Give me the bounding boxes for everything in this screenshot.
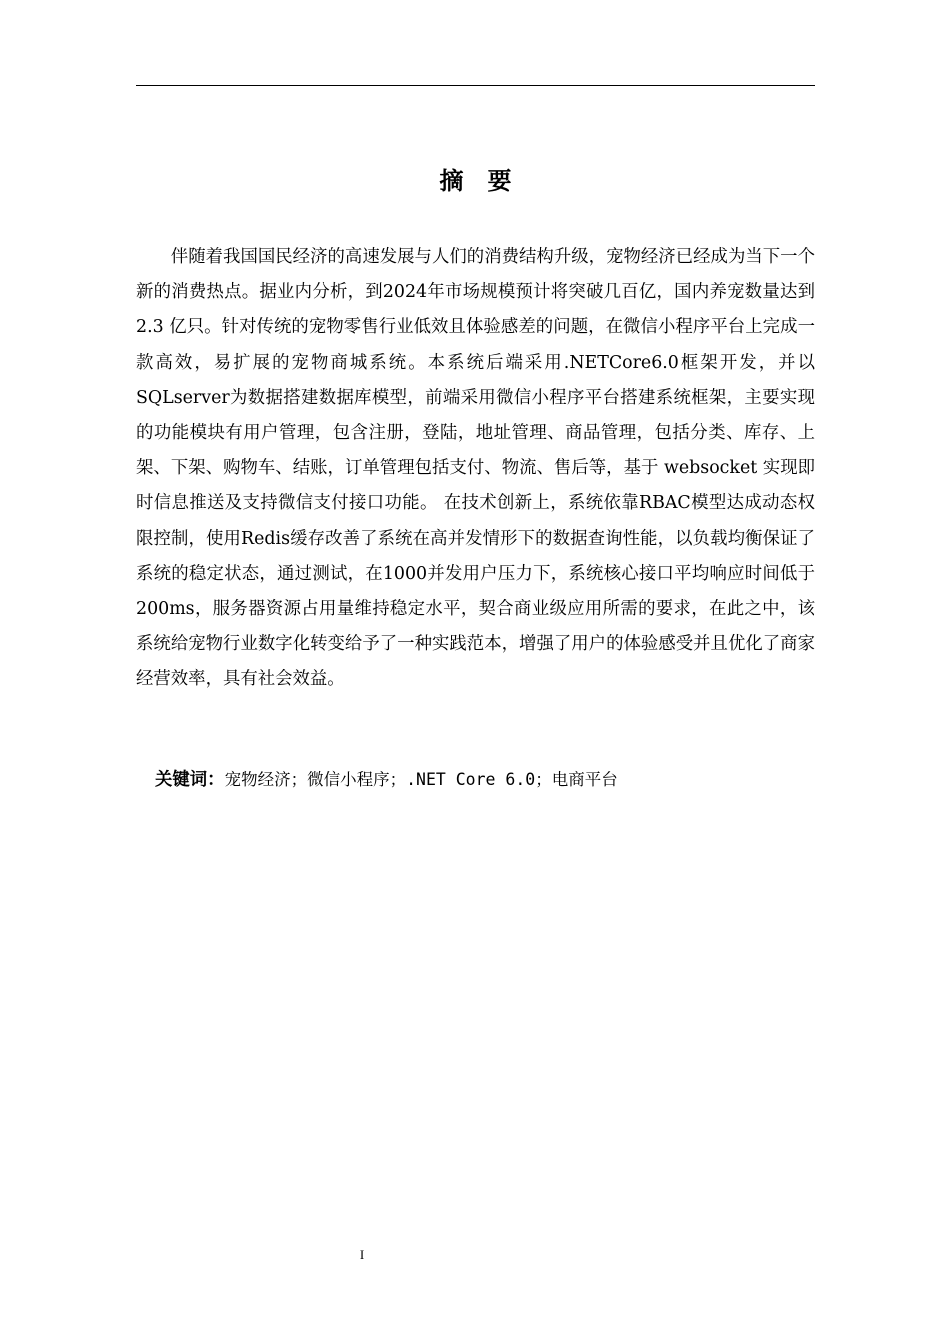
keywords-label: 关键词： — [155, 770, 225, 790]
header-rule — [136, 85, 815, 86]
page-number: I — [359, 1247, 365, 1262]
abstract-body: 伴随着我国国民经济的高速发展与人们的消费结构升级，宠物经济已经成为当下一个新的消费热点。据业内分析，到2024年市场规模预计将突破几百亿，国内养宠数量达到 2.3 亿只。针对传统的宠物零售行业低效且体验感差的问题，在微信小程序平台上完成一款高效，易扩展的宠物商城系统。本系统后端采用.NETCore6.0框架开发，并以SQLserver为数据搭建数据库模型，前端采用微信小程序平台搭建系统框架，主要实现的功能模块有用户管理，包含注册，登陆，地址管理、商品管理，包括分类、库存、上架、下架、购物车、结账，订单管理包括支付、物流、售后等，基于 websocket 实现即时信息推送及支持微信支付接口功能。 在技术创新上，系统依靠RBAC模型达成动态权限控制，使用Redis缓存改善了系统在高并发情形下的数据查询性能，以负载均衡保证了系统的稳定状态，通过测试，在1000并发用户压力下，系统核心接口平均响应时间低于200ms，服务器资源占用量维持稳定水平，契合商业级应用所需的要求，在此之中，该系统给宠物行业数字化转变给予了一种实践范本，增强了用户的体验感受并且优化了商家经营效率，具有社会效益。 — [136, 247, 815, 690]
keywords-line — [155, 762, 815, 798]
page-title: 摘 要 — [439, 167, 512, 195]
keywords-values: 宠物经济；微信小程序；.NET Core 6.0；电商平台 — [224, 770, 618, 789]
